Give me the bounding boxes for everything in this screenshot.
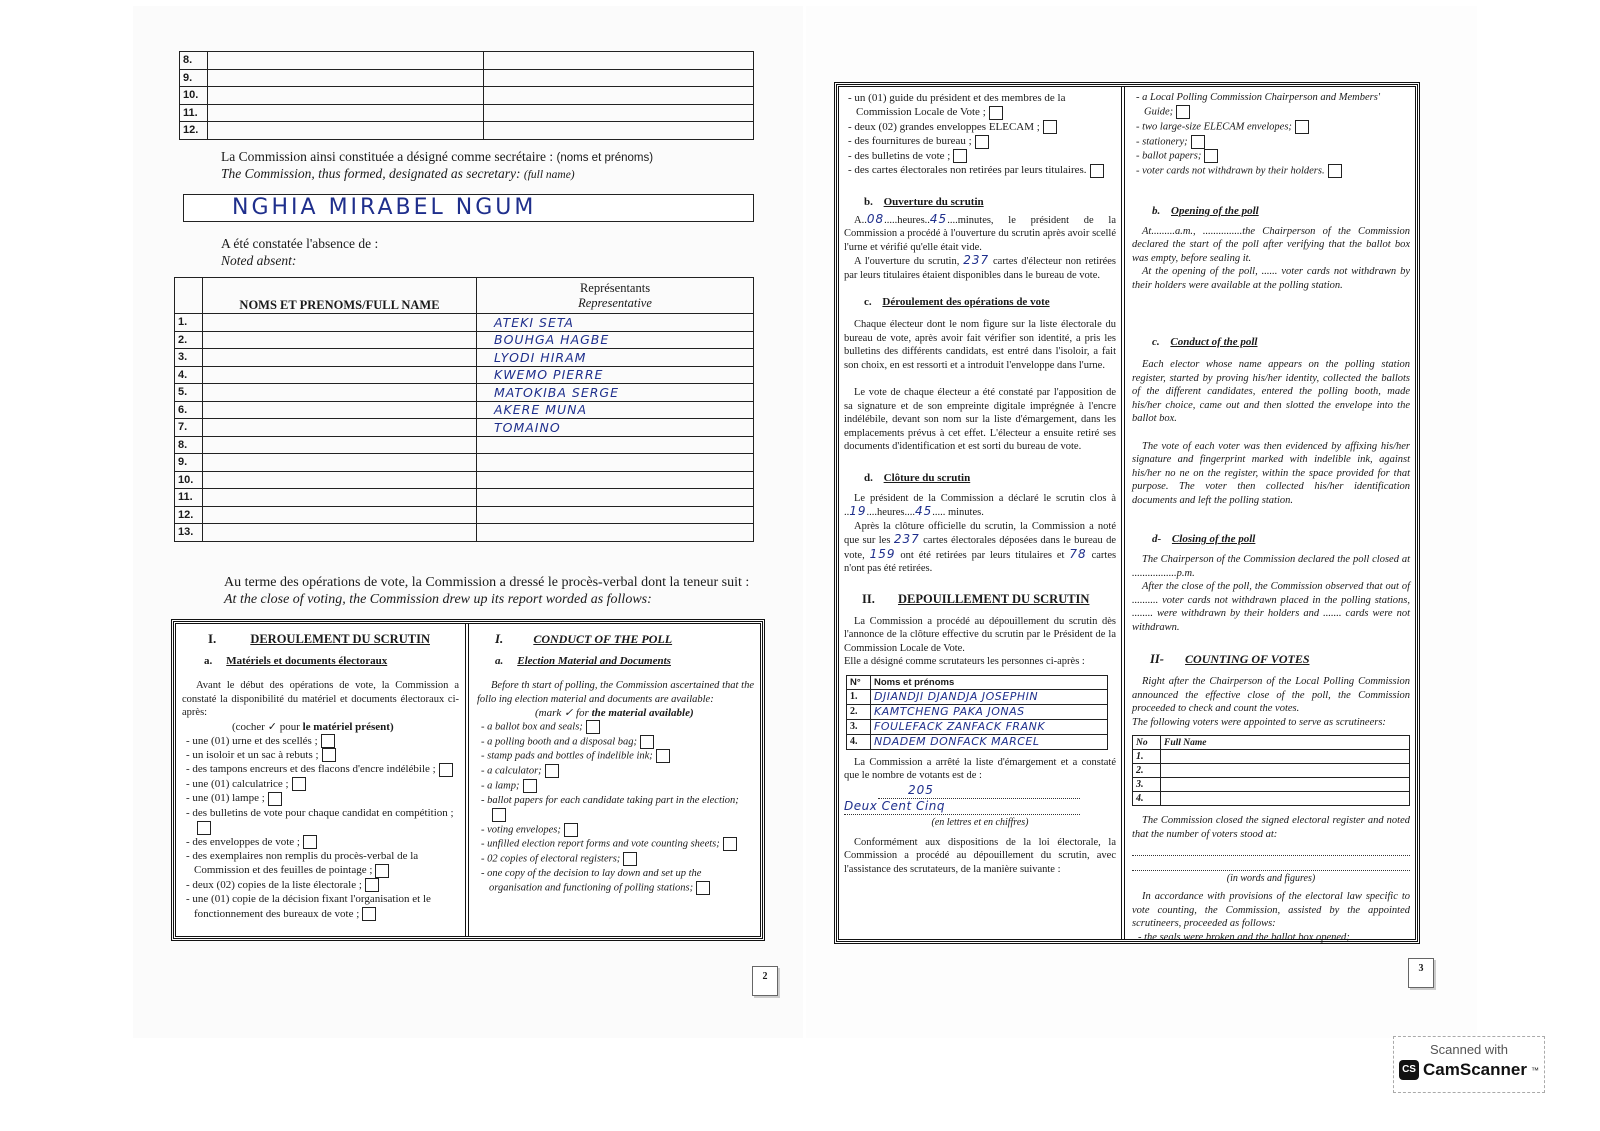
- material-item-label: - une (01) calculatrice ;: [186, 777, 289, 790]
- tick-note-fr: (cocher ✓ pour le matériel présent): [232, 720, 394, 733]
- material-item-label: - stamp pads and bottles of indelible ink;: [481, 750, 653, 762]
- checkbox[interactable]: [322, 748, 336, 762]
- voters-words-field-en[interactable]: [1132, 858, 1410, 871]
- absent-rep-cell[interactable]: [477, 349, 754, 367]
- conduct-of-poll-frame: [173, 621, 763, 939]
- table-row: [180, 87, 754, 105]
- closing-para2-fr: Après la clôture officielle du scrutin, la Commission a noté que sur les 237 cartes électorales déposées dans le bureau de vote, 159 ont été retirées par leurs titulaires et 78 cartes n'ont pas été retirées.: [844, 520, 1117, 575]
- material-item: [844, 91, 1116, 120]
- material-item: [477, 764, 754, 779]
- row-number: 10.: [180, 87, 208, 105]
- row-number: 2.: [175, 331, 203, 349]
- row-number: 9.: [175, 454, 203, 472]
- checkbox[interactable]: [1204, 149, 1218, 163]
- camscanner-watermark: [1393, 1036, 1545, 1093]
- absent-rep-name: AKERE MUNA: [494, 402, 588, 418]
- counting-para5-en: - the seals were broken and the ballot box opened;: [1138, 931, 1350, 943]
- row-number: 8.: [180, 52, 208, 70]
- material-item-label: - a ballot box and seals;: [481, 721, 583, 733]
- closing-para1-en: The Chairperson of the Commission declared the poll closed at .................p.m.: [1132, 554, 1410, 579]
- absent-rep-cell[interactable]: [477, 506, 754, 524]
- material-item: [477, 867, 754, 896]
- cards-deposited: 237: [893, 532, 920, 547]
- absent-rep-cell[interactable]: [477, 401, 754, 419]
- material-list-en: [477, 720, 754, 896]
- table-row: [175, 454, 754, 472]
- watermark-brand: CamScanner: [1423, 1060, 1527, 1079]
- voters-words-field[interactable]: [844, 799, 1080, 815]
- scrutineer-name-cell[interactable]: [871, 719, 1108, 734]
- absent-name-cell[interactable]: [203, 506, 477, 524]
- row-number: 12.: [175, 506, 203, 524]
- checkbox[interactable]: [564, 823, 578, 837]
- table-row: [175, 349, 754, 367]
- checkbox[interactable]: [953, 149, 967, 163]
- absent-name-cell[interactable]: [203, 384, 477, 402]
- closing-text-en: At the close of voting, the Commission drew up its report worded as follows:: [224, 592, 652, 607]
- cards-withdrawn: 159: [869, 546, 896, 561]
- absent-name-cell[interactable]: [203, 471, 477, 489]
- checkbox[interactable]: [1176, 105, 1190, 119]
- secretary-label-en: The Commission, thus formed, designated as secretary: (full name): [221, 166, 575, 181]
- checkbox[interactable]: [362, 907, 376, 921]
- row-number: 8.: [175, 436, 203, 454]
- conduct-heading-fr: c. Déroulement des opérations de vote: [864, 296, 1050, 309]
- material-item: [844, 163, 1116, 177]
- material-item-label: - voter cards not withdrawn by their holders.: [1136, 165, 1325, 177]
- checkbox[interactable]: [492, 808, 506, 822]
- absent-rep-name: MATOKIBA SERGE: [494, 384, 619, 400]
- material-item-label: - un isoloir et un sac à rebuts ;: [186, 748, 319, 761]
- material-item-label: - a calculator;: [481, 765, 542, 777]
- counting-para4-en: In accordance with provisions of the electoral law specific to vote counting, the Commission, assisted by the appointed scrutineers, proceeded as follows:: [1132, 891, 1410, 930]
- absent-rep-name: BOUHGA HAGBE: [494, 332, 610, 348]
- counting-para1-en: Right after the Chairperson of the Local Polling Commission announced the effective close of the poll, the Commission proceeded to check and count the votes.: [1132, 676, 1410, 715]
- row-number: 3.: [1133, 778, 1161, 792]
- material-item-label: - une (01) copie de la décision fixant l'organisation et le fonctionnement des bureaux de vote ;: [186, 893, 431, 920]
- material-item: [477, 720, 754, 735]
- table-row: [175, 471, 754, 489]
- closing-text-fr: Au terme des opérations de vote, la Commission a dressé le procès-verbal dont la teneur suit :: [224, 575, 750, 590]
- material-item-label: - deux (02) copies de la liste électorale ;: [186, 878, 362, 891]
- absent-rep-cell[interactable]: [477, 436, 754, 454]
- absent-name-cell[interactable]: [203, 331, 477, 349]
- section-a-heading-en: a. Election Material and Documents: [495, 655, 671, 667]
- absent-name-cell[interactable]: [203, 436, 477, 454]
- material-item-label: - ballot papers for each candidate taking part in the election;: [481, 794, 739, 806]
- material-item-label: - a lamp;: [481, 780, 520, 792]
- row-number: 5.: [175, 384, 203, 402]
- member-role-cell[interactable]: [484, 87, 754, 105]
- scrutineer-name-cell[interactable]: [871, 704, 1108, 719]
- closing-para2-en: After the close of the poll, the Commission observed that out of .......... voter cards not withdrawn placed in the polling stations, ........ were withdrawn by their holders and ....... cards were not withdrawn.: [1132, 581, 1410, 633]
- row-number: 7.: [175, 419, 203, 437]
- material-item: [1132, 91, 1410, 120]
- member-role-cell[interactable]: [484, 104, 754, 122]
- voters-figure: 205: [908, 782, 934, 797]
- material-item: [182, 892, 459, 921]
- checkbox[interactable]: [656, 749, 670, 763]
- opening-para2-en: At the opening of the poll, ...... voter cards not withdrawn by their holders were available at the polling station.: [1132, 266, 1410, 291]
- absent-name-cell[interactable]: [203, 349, 477, 367]
- checkbox[interactable]: [268, 792, 282, 806]
- material-item: [477, 749, 754, 764]
- table-row: [180, 52, 754, 70]
- right-en-column: [1127, 87, 1415, 943]
- absent-rep-cell[interactable]: [477, 471, 754, 489]
- conduct-para1-fr: Chaque électeur dont le nom figure sur la liste électorale du bureau de vote, après avoir fait vérifier son identité, a pris les bulletins des différents candidats, est entré dans l'isoloir, a fait son choix, en est ressorti et a introduit l'enveloppe dans l'urne.: [844, 319, 1116, 371]
- opening-heading-en: b. Opening of the poll: [1152, 204, 1259, 217]
- material-item: [1132, 120, 1410, 135]
- table-row: [175, 489, 754, 507]
- member-name-cell[interactable]: [208, 104, 484, 122]
- closing-heading-en: d- Closing of the poll: [1152, 533, 1256, 546]
- absent-name-cell[interactable]: [203, 314, 477, 332]
- member-role-cell[interactable]: [484, 69, 754, 87]
- material-item: [182, 762, 459, 776]
- column-divider: [465, 624, 469, 936]
- checkbox[interactable]: [1191, 135, 1205, 149]
- table-row: [847, 704, 1108, 719]
- conduct-para2-en: The vote of each voter was then evidenced by affixing his/her signature and fingerprint marked with indelible ink, against his/her no ne on the register, within the space provided for that purpose. The voter then collected his/her identification documents and left the polling station.: [1132, 440, 1410, 506]
- right-fr-column: [839, 87, 1121, 939]
- right-page-frame: [836, 84, 1418, 942]
- absent-name-cell[interactable]: [203, 401, 477, 419]
- checkbox[interactable]: [696, 881, 710, 895]
- conduct-en-column: [471, 624, 760, 936]
- row-number: 4.: [175, 366, 203, 384]
- absent-label-fr: A été constatée l'absence de :: [221, 236, 379, 251]
- conduct-para1-en: Each elector whose name appears on the polling station register, started by proving his/her identity, collected the ballots of the different candidates, entered the polling booth, made his/her choice, came out and then slotted the envelope into the ballot box.: [1132, 359, 1410, 425]
- row-number: 2.: [847, 704, 871, 719]
- closing-hour: 19: [849, 504, 867, 519]
- checkbox[interactable]: [640, 735, 654, 749]
- checkbox[interactable]: [523, 779, 537, 793]
- checkbox[interactable]: [1295, 120, 1309, 134]
- checkbox[interactable]: [623, 852, 637, 866]
- table-row: [1133, 778, 1410, 792]
- material-item-label: - des exemplaires non remplis du procès-verbal de la Commission et des feuilles de pointage ;: [186, 850, 419, 877]
- checkbox[interactable]: [586, 720, 600, 734]
- counting-para4-fr: Conformément aux dispositions de la loi électorale, la Commission a procédé au dépouillement du scrutin, avec l'assistance des scrutateurs, de la manière suivante :: [844, 836, 1116, 875]
- row-number: 4.: [847, 734, 871, 749]
- material-item-label: - une (01) urne et des scellés ;: [186, 734, 318, 747]
- member-role-cell[interactable]: [484, 122, 754, 140]
- left-page: [133, 6, 803, 1038]
- scrutineers-table-en: No Full Name 1. 2. 3. 4.: [1132, 735, 1410, 806]
- material-item-label: - one copy of the decision to lay down and set up the organisation and functioning of polling stations;: [481, 867, 702, 894]
- checkbox[interactable]: [975, 135, 989, 149]
- table-row: [175, 384, 754, 402]
- material-item: [477, 794, 754, 823]
- material-item: [1132, 149, 1410, 164]
- table-row: [175, 506, 754, 524]
- table-row: [175, 419, 754, 437]
- checkbox[interactable]: [545, 764, 559, 778]
- table-row: [175, 436, 754, 454]
- material-item: [182, 835, 459, 849]
- material-item: [182, 748, 459, 762]
- table-row: [1133, 750, 1410, 764]
- material-item: [477, 852, 754, 867]
- material-item-label: - ballot papers;: [1136, 150, 1202, 162]
- material-item: [182, 806, 459, 835]
- opening-hour: 08: [866, 211, 885, 226]
- table-row: [847, 734, 1108, 749]
- section-i-heading-fr: I. DEROULEMENT DU SCRUTIN: [208, 631, 430, 646]
- page-number-left: 2: [752, 966, 778, 996]
- closing-minutes: 45: [914, 504, 933, 519]
- table-row: [847, 719, 1108, 734]
- row-number: 11.: [180, 104, 208, 122]
- absent-col-rep: Représentants Representative: [477, 278, 754, 314]
- row-number: 1.: [175, 314, 203, 332]
- absent-rep-name: ATEKI SETA: [494, 314, 574, 330]
- material-item: [477, 823, 754, 838]
- absent-rep-cell[interactable]: [477, 314, 754, 332]
- counting-para2-en: The following voters were appointed to serve as scrutineers:: [1132, 716, 1386, 728]
- row-number: 11.: [175, 489, 203, 507]
- table-row: [847, 689, 1108, 704]
- material-item: [477, 779, 754, 794]
- scrutineer-name-cell[interactable]: [1161, 750, 1410, 764]
- material-item-label: - un (01) guide du président et des membres de la Commission Locale de Vote ;: [848, 92, 1066, 119]
- absent-name-cell[interactable]: [203, 454, 477, 472]
- checkbox[interactable]: [365, 878, 379, 892]
- counting-heading-fr: II. DEPOUILLEMENT DU SCRUTIN: [862, 591, 1090, 606]
- row-number: 2.: [1133, 764, 1161, 778]
- voters-words: Deux Cent Cinq: [844, 798, 945, 813]
- absent-table: [174, 277, 754, 542]
- absent-name-cell[interactable]: [203, 366, 477, 384]
- member-name-cell[interactable]: [208, 87, 484, 105]
- member-name-cell[interactable]: [208, 52, 484, 70]
- checkbox[interactable]: [1090, 164, 1104, 178]
- secretary-label-fr: La Commission ainsi constituée a désigné comme secrétaire : (noms et prénoms): [221, 149, 654, 164]
- scrutineers-table-fr: N° Noms et prénoms 1. DJIANDJI DJANDJA JOSEPHIN 2. KAMTCHENG PAKA JONAS 3. FOULEFACK ZANFACK FRANK 4. NDADEM DONFACK MARCEL: [846, 675, 1108, 750]
- scrutineer-name: KAMTCHENG PAKA JONAS: [874, 705, 1025, 719]
- absent-rep-cell[interactable]: [477, 489, 754, 507]
- table-row: [1133, 792, 1410, 806]
- material-item-label: - 02 copies of electoral registers;: [481, 853, 621, 865]
- material-item: [844, 120, 1116, 134]
- checkbox[interactable]: [1043, 120, 1057, 134]
- material-item: [477, 735, 754, 750]
- opening-para1-en: At.........a.m., ...............the Chairperson of the Commission declared the start of the poll after verifying that the ballot box was empty, before sealing it.: [1132, 225, 1410, 264]
- table-row: [180, 69, 754, 87]
- material-item-label: - a Local Polling Commission Chairperson and Members' Guide;: [1136, 92, 1381, 118]
- right-page: [806, 6, 1477, 1038]
- commission-members-table: [179, 51, 754, 140]
- table-row: [180, 104, 754, 122]
- opening-para1-fr: A..08.....heures..45....minutes, le président de la Commission a procédé à l'ouverture du scrutin après avoir scellé l'urne et vérifié qu'elle était vide.: [844, 211, 1116, 253]
- row-number: 3.: [175, 349, 203, 367]
- row-number: 12.: [180, 122, 208, 140]
- checkbox[interactable]: [989, 106, 1003, 120]
- material-item: [182, 734, 459, 748]
- absent-rep-cell[interactable]: [477, 454, 754, 472]
- absent-rep-cell[interactable]: [477, 524, 754, 542]
- material-item-label: - une (01) lampe ;: [186, 792, 265, 805]
- counting-para3-fr: La Commission a arrêté la liste d'émargement et a constaté que le nombre de votants est de :: [844, 756, 1116, 782]
- row-number: 4.: [1133, 792, 1161, 806]
- words-note-en: (in words and figures): [1226, 873, 1316, 885]
- material-item-label: - voting envelopes;: [481, 823, 561, 835]
- absent-rep-name: LYODI HIRAM: [494, 349, 587, 365]
- section-a-heading-fr: a. Matériels et documents électoraux: [204, 655, 388, 667]
- material-item-label: - stationery;: [1136, 136, 1188, 148]
- material-item-label: - des bulletins de vote pour chaque candidat en compétition ;: [186, 806, 454, 819]
- table-row: [180, 122, 754, 140]
- material-item: [844, 134, 1116, 148]
- table-row: [175, 401, 754, 419]
- scrutineer-name-cell[interactable]: [1161, 778, 1410, 792]
- scrutineer-name: FOULEFACK ZANFACK FRANK: [874, 720, 1046, 734]
- material-list-fr-continued: [844, 91, 1116, 178]
- camscanner-logo-icon: CS: [1399, 1060, 1419, 1080]
- member-name-cell[interactable]: [208, 69, 484, 87]
- absent-name-cell[interactable]: [203, 419, 477, 437]
- scrutineer-name-cell[interactable]: [1161, 792, 1410, 806]
- material-list-en-continued: [1132, 91, 1410, 179]
- table-row: [175, 524, 754, 542]
- absent-label-en: Noted absent:: [221, 253, 297, 268]
- member-name-cell[interactable]: [208, 122, 484, 140]
- row-number: 3.: [847, 719, 871, 734]
- watermark-brand-row: CS CamScanner ™: [1394, 1060, 1544, 1080]
- absent-col-name: NOMS ET PRENOMS/FULL NAME: [203, 278, 477, 314]
- checkbox[interactable]: [439, 763, 453, 777]
- material-item-label: - two large-size ELECAM envelopes;: [1136, 121, 1292, 133]
- absent-rep-cell[interactable]: [477, 419, 754, 437]
- conduct-heading-en: c. Conduct of the poll: [1152, 336, 1258, 349]
- absent-name-cell[interactable]: [203, 489, 477, 507]
- opening-para2-fr: A l'ouverture du scrutin, 237 cartes d'électeur non retirées par leurs titulaires étaient disponibles dans le bureau de vote.: [844, 253, 1117, 281]
- material-item: [182, 777, 459, 791]
- scrutineer-name-cell[interactable]: [1161, 764, 1410, 778]
- absent-rep-cell[interactable]: [477, 366, 754, 384]
- watermark-caption: Scanned with: [1429, 1042, 1509, 1057]
- absent-name-cell[interactable]: [203, 524, 477, 542]
- absent-rep-name: TOMAINO: [494, 419, 561, 435]
- material-item: [1132, 135, 1410, 150]
- counting-para2-fr: Elle a désigné comme scrutateurs les personnes ci-après :: [844, 656, 1085, 668]
- tick-note-en: (mark ✓ for the material available): [535, 707, 694, 719]
- scrutineer-name-cell[interactable]: [871, 734, 1108, 749]
- checkbox[interactable]: [723, 837, 737, 851]
- row-number: 6.: [175, 401, 203, 419]
- words-note-fr: (en lettres et en chiffres): [931, 816, 1029, 828]
- voters-figure-field[interactable]: [878, 783, 1080, 799]
- closing-para1-fr: Le président de la Commission a déclaré le scrutin clos à ..19....heures....45..... minutes.: [844, 492, 1116, 519]
- material-item: [182, 878, 459, 892]
- voters-figure-field-en[interactable]: [1132, 843, 1410, 856]
- checkbox[interactable]: [1328, 164, 1342, 178]
- conduct-fr-column: [176, 624, 465, 936]
- material-item-label: - des bulletins de vote ;: [848, 149, 951, 162]
- closing-heading-fr: d. Clôture du scrutin: [864, 471, 971, 484]
- absent-rep-cell[interactable]: [477, 331, 754, 349]
- material-item-label: - des enveloppes de vote ;: [186, 835, 300, 848]
- row-number: 1.: [1133, 750, 1161, 764]
- material-item-label: - des fournitures de bureau ;: [848, 135, 972, 148]
- table-row: [175, 366, 754, 384]
- absent-rep-cell[interactable]: [477, 384, 754, 402]
- secretary-name: NGHIA MIRABEL NGUM: [232, 195, 537, 220]
- table-row: [1133, 764, 1410, 778]
- row-number: 1.: [847, 689, 871, 704]
- row-number: 13.: [175, 524, 203, 542]
- cards-not-withdrawn: 78: [1069, 546, 1087, 561]
- page-number-right: 3: [1408, 958, 1434, 988]
- counting-para1-fr: La Commission a procédé au dépouillement du scrutin dès l'annonce de la clôture effective du scrutin par le Président de la Commission Locale de Vote.: [844, 615, 1116, 654]
- secretary-name-field[interactable]: [183, 194, 754, 222]
- material-item-label: - des tampons encreurs et des flacons d'encre indélébile ;: [186, 763, 436, 776]
- member-role-cell[interactable]: [484, 52, 754, 70]
- checkbox[interactable]: [303, 835, 317, 849]
- conduct-para2-fr: Le vote de chaque électeur a été constaté par l'apposition de sa signature et de son empreinte digitale imprégnée à l'encre indélébile, devant son nom sur la liste d'émargement, dans les emplacements prévus à cet effet. L'électeur a ensuite retiré ses documents d'identification et est sorti du bureau de vote.: [844, 387, 1116, 453]
- checkbox[interactable]: [292, 777, 306, 791]
- section-i-heading-en: I. CONDUCT OF THE POLL: [495, 631, 673, 646]
- counting-para3-en: The Commission closed the signed electoral register and noted that the number of voters stood at:: [1132, 815, 1410, 840]
- material-item: [1132, 164, 1410, 179]
- material-item-label: - a polling booth and a disposal bag;: [481, 736, 638, 748]
- opening-minutes: 45: [929, 211, 948, 226]
- material-item: [182, 849, 459, 878]
- material-item: [844, 149, 1116, 163]
- checkbox[interactable]: [375, 864, 389, 878]
- row-number: 10.: [175, 471, 203, 489]
- checkbox[interactable]: [197, 821, 211, 835]
- row-number: 9.: [180, 69, 208, 87]
- opening-heading-fr: b. Ouverture du scrutin: [864, 195, 984, 208]
- scrutineer-name-cell[interactable]: [871, 689, 1108, 704]
- material-list-fr: [182, 734, 459, 922]
- material-item-label: - des cartes électorales non retirées par leurs titulaires.: [848, 164, 1087, 177]
- scrutineer-name: DJIANDJI DJANDJA JOSEPHIN: [874, 690, 1039, 704]
- table-row: [175, 314, 754, 332]
- intro-en: Before th start of polling, the Commission ascertained that the follo ing election material and documents are available:: [477, 680, 754, 705]
- table-row: [175, 331, 754, 349]
- scrutineer-name: NDADEM DONFACK MARCEL: [874, 735, 1040, 749]
- counting-heading-en: II- COUNTING OF VOTES: [1150, 652, 1310, 667]
- opening-cards: 237: [963, 253, 990, 268]
- material-item-label: - unfilled election report forms and vote counting sheets;: [481, 838, 720, 850]
- absent-rep-name: KWEMO PIERRE: [494, 367, 604, 383]
- intro-fr: Avant le début des opérations de vote, la Commission a constaté la disponibilité du matériel et documents électoraux ci-après:: [182, 680, 459, 718]
- material-item: [182, 791, 459, 805]
- material-item-label: - deux (02) grandes enveloppes ELECAM ;: [848, 120, 1040, 133]
- checkbox[interactable]: [321, 734, 335, 748]
- material-item: [477, 837, 754, 852]
- column-divider-right: [1121, 87, 1125, 939]
